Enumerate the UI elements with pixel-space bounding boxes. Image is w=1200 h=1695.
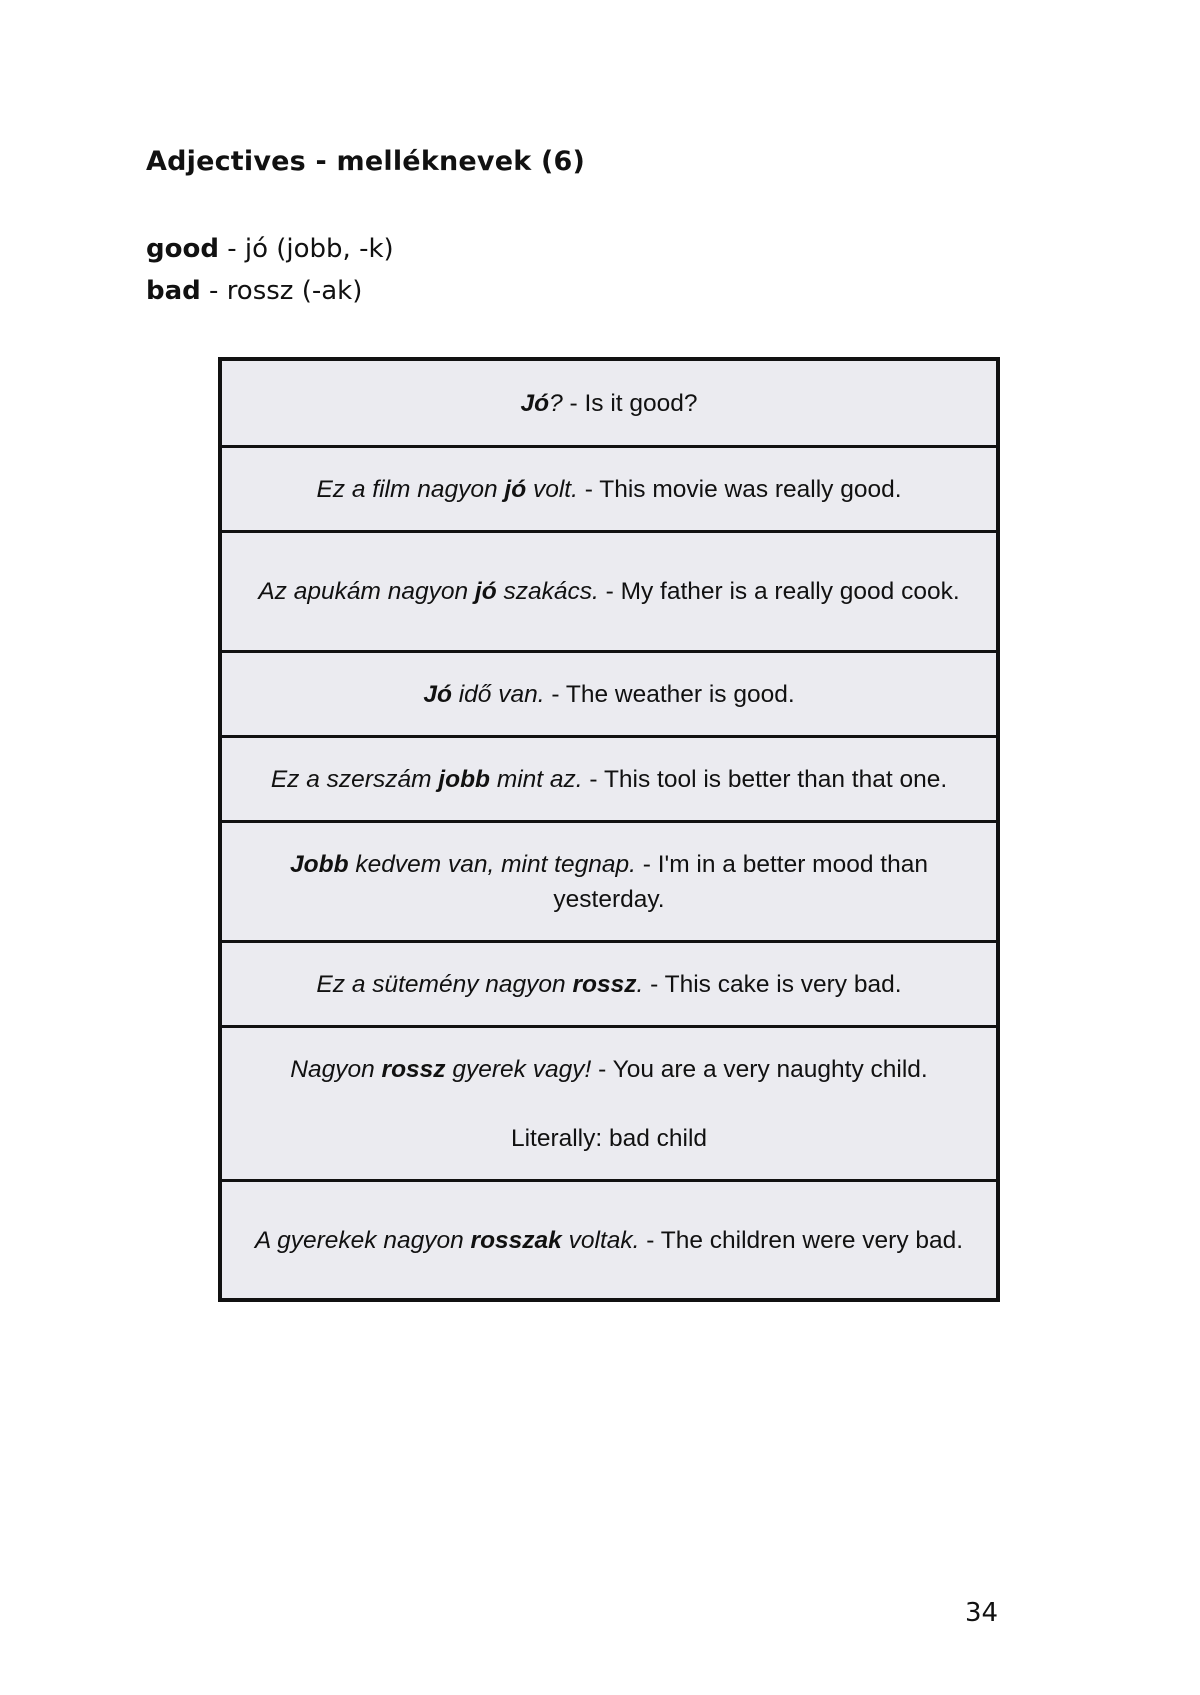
- example-row: [222, 533, 996, 653]
- example-sentence: [316, 472, 901, 507]
- highlighted-adjective: rossz: [381, 1055, 446, 1083]
- highlighted-adjective: jó: [504, 475, 527, 503]
- page-title: Adjectives - melléknevek (6): [146, 146, 586, 177]
- example-row: [222, 1182, 996, 1300]
- example-sentence: [255, 1223, 963, 1258]
- hungarian-text: A gyerekek nagyon rosszak voltak.: [254, 1226, 640, 1254]
- english-translation: - The weather is good.: [544, 680, 795, 708]
- english-translation: - This tool is better than that one.: [582, 765, 948, 793]
- example-row: [222, 823, 996, 943]
- example-sentence: [244, 847, 974, 917]
- vocab-translation: - jó (jobb, -k): [218, 234, 394, 264]
- page-number: 34: [965, 1598, 999, 1628]
- example-sentence: [520, 386, 697, 421]
- highlighted-adjective: jó: [474, 578, 497, 605]
- vocab-word: bad: [146, 276, 201, 306]
- highlighted-adjective: Jó: [423, 680, 452, 708]
- english-translation: - You are a very naughty child.: [591, 1055, 928, 1083]
- hungarian-text: Jobb kedvem van, mint tegnap.: [290, 850, 636, 878]
- english-translation: - Is it good?: [562, 389, 698, 417]
- example-sentence: [258, 574, 959, 609]
- vocab-entry-bad: [146, 276, 362, 306]
- example-sentence: [316, 967, 901, 1002]
- highlighted-adjective: rosszak: [470, 1226, 562, 1254]
- hungarian-text: Az apukám nagyon jó szakács.: [258, 578, 599, 605]
- hungarian-text: Ez a film nagyon jó volt.: [316, 475, 578, 503]
- example-row: [222, 738, 996, 823]
- vocab-word: good: [146, 234, 219, 264]
- example-sentence: [290, 1052, 927, 1087]
- example-row: [222, 653, 996, 738]
- examples-table: [218, 357, 1000, 1302]
- example-sentence: [423, 677, 794, 712]
- hungarian-text: Jó idő van.: [423, 680, 545, 708]
- hungarian-text: Ez a sütemény nagyon rossz.: [316, 970, 644, 998]
- english-translation: - I'm in a better mood than yesterday.: [553, 850, 928, 913]
- vocab-entry-good: [146, 234, 394, 264]
- highlighted-adjective: Jobb: [290, 850, 349, 878]
- example-sentence: [271, 762, 947, 797]
- highlighted-adjective: rossz: [572, 970, 637, 998]
- literal-note: Literally: bad child: [510, 1124, 708, 1152]
- hungarian-text: Ez a szerszám jobb mint az.: [270, 765, 583, 793]
- example-row: [222, 361, 996, 448]
- english-translation: - This cake is very bad.: [643, 970, 902, 998]
- english-translation: - My father is a really good cook.: [598, 578, 960, 605]
- vocab-translation: - rossz (-ak): [200, 276, 363, 306]
- english-translation: - The children were very bad.: [639, 1226, 964, 1254]
- example-row: [222, 943, 996, 1028]
- highlighted-adjective: jobb: [438, 765, 491, 793]
- example-row: [222, 448, 996, 533]
- hungarian-text: Nagyon rossz gyerek vagy!: [290, 1055, 592, 1083]
- hungarian-text: Jó?: [520, 389, 563, 417]
- english-translation: - This movie was really good.: [577, 475, 902, 503]
- highlighted-adjective: Jó: [520, 389, 550, 417]
- example-row: [222, 1028, 996, 1182]
